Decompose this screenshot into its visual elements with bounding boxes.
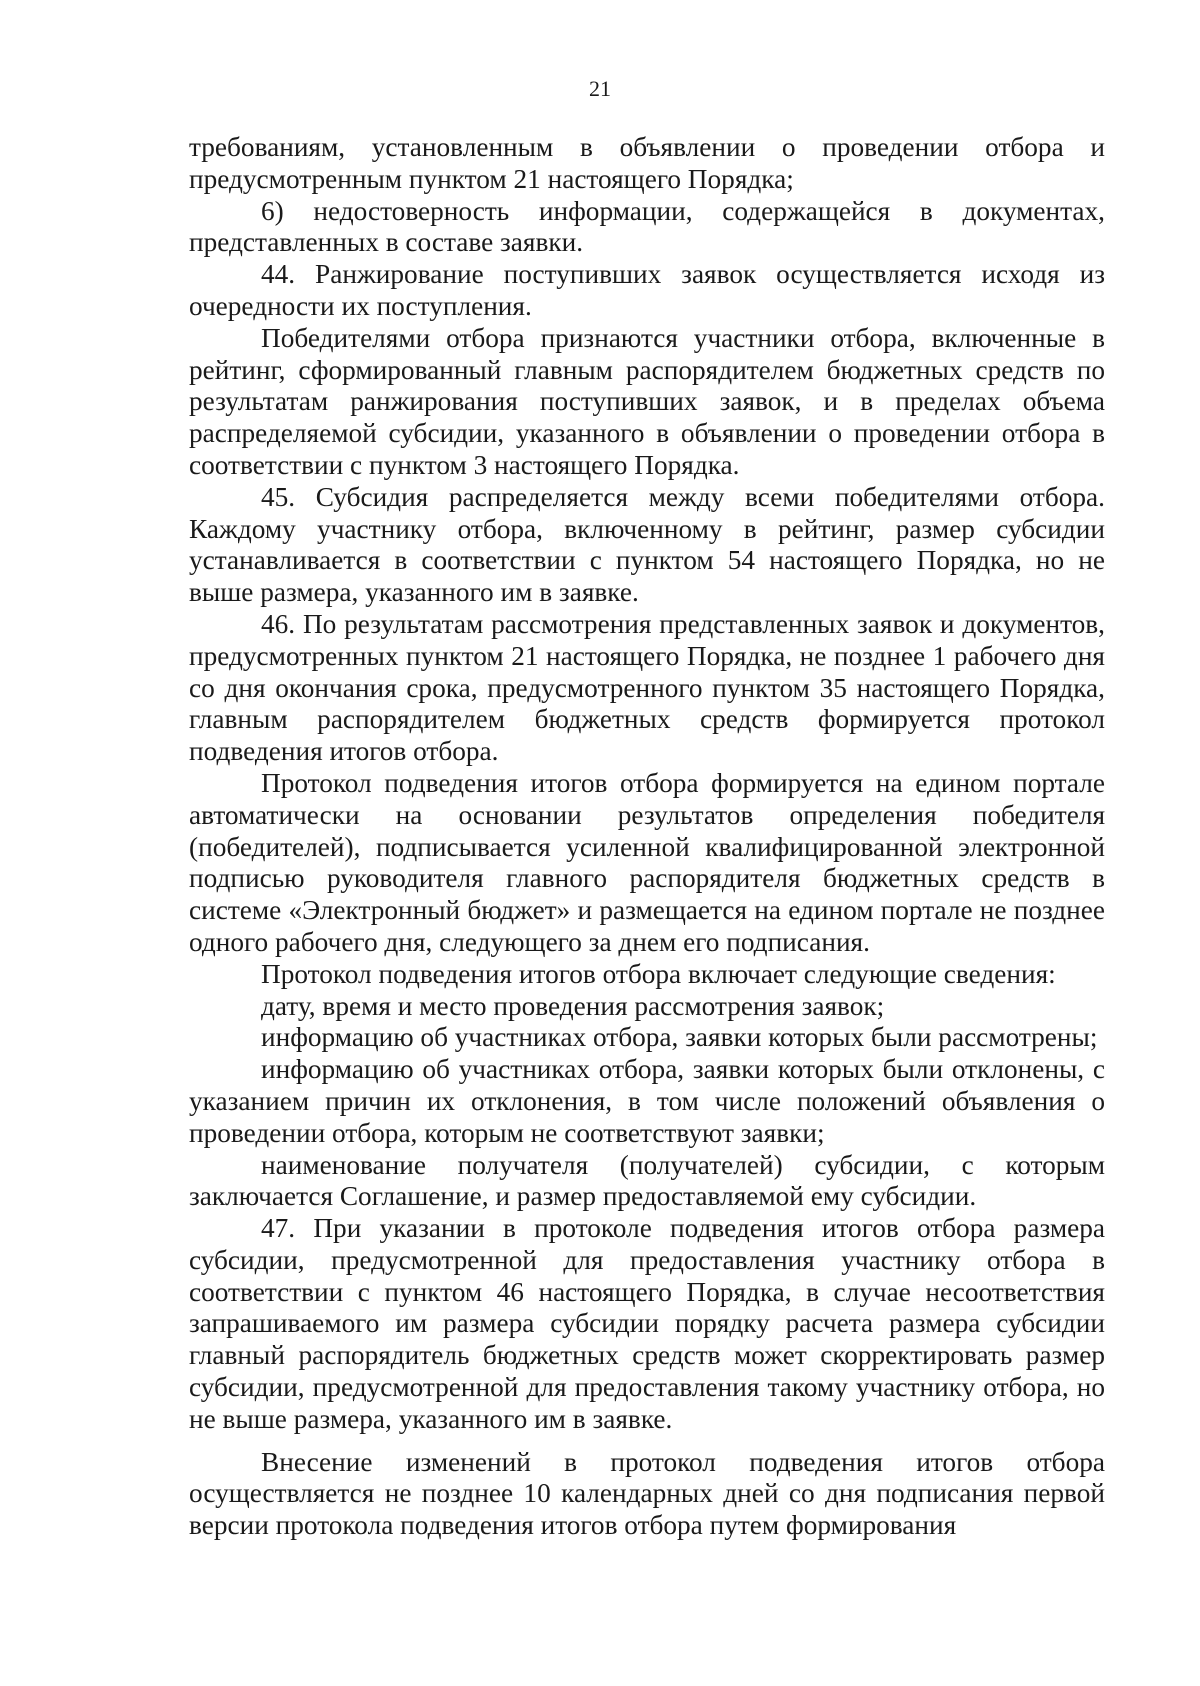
paragraph: информацию об участниках отбора, заявки которых были рассмотрены; — [261, 1022, 1098, 1053]
paragraph: требованиям, установленным в объявлении о проведении отбора и предусмотренным пунктом 21 настоящего Порядка; — [189, 132, 1105, 194]
paragraph: Протокол подведения итогов отбора формируется на едином портале автоматически на основании результатов определения победителя (победителей), подписывается усиленной квалифицированной электронной подписью руководителя главного распорядителя бюджетных средств в системе «Электронный бюджет» и размещается на едином портале не позднее одного рабочего дня, следующего за днем его подписания. — [189, 767, 1105, 957]
paragraph: Победителями отбора признаются участники отбора, включенные в рейтинг, сформированный главным распорядителем бюджетных средств по результатам ранжирования поступивших заявок, и в пределах объема распределяемой субсидии, указанного в объявлении о проведении отбора в соответствии с пунктом 3 настоящего Порядка. — [189, 322, 1105, 480]
paragraph: 47. При указании в протоколе подведения итогов отбора размера субсидии, предусмотренной для предоставления участнику отбора в соответствии с пунктом 46 настоящего Порядка, в случае несоответствия запрашиваемого им размера субсидии порядку расчета размера субсидии главный распорядитель бюджетных средств может скорректировать размер субсидии, предусмотренной для предоставления такому участнику отбора, но не выше размера, указанного им в заявке. — [189, 1213, 1105, 1434]
page-number: 21 — [589, 76, 611, 101]
paragraph: Внесение изменений в протокол подведения итогов отбора осуществляется не позднее 10 календарных дней со дня подписания первой версии протокола подведения итогов отбора путем формирования — [189, 1446, 1105, 1541]
document-body — [189, 132, 1105, 1542]
paragraph: 6) недостоверность информации, содержащейся в документах, представленных в составе заявки. — [189, 195, 1105, 258]
paragraph: дату, время и место проведения рассмотрения заявок; — [261, 990, 885, 1021]
paragraph: 46. По результатам рассмотрения представленных заявок и документов, предусмотренных пунктом 21 настоящего Порядка, не позднее 1 рабочего дня со дня окончания срока, предусмотренного пунктом 35 настоящего Порядка, главным распорядителем бюджетных средств формируется протокол подведения итогов отбора. — [189, 608, 1105, 767]
paragraph: 44. Ранжирование поступивших заявок осуществляется исходя из очередности их поступления. — [189, 259, 1105, 321]
paragraph: наименование получателя (получателей) субсидии, с которым заключается Соглашение, и размер предоставляемой ему субсидии. — [189, 1149, 1105, 1212]
paragraph: информацию об участниках отбора, заявки которых были отклонены, с указанием причин их отклонения, в том числе положений объявления о проведении отбора, которым не соответствуют заявки; — [189, 1054, 1105, 1148]
paragraph: Протокол подведения итогов отбора включает следующие сведения: — [261, 958, 1056, 989]
paragraph: 45. Субсидия распределяется между всеми победителями отбора. Каждому участнику отбора, включенному в рейтинг, размер субсидии устанавливается в соответствии с пунктом 54 настоящего Порядка, но не выше размера, указанного им в заявке. — [189, 481, 1105, 608]
